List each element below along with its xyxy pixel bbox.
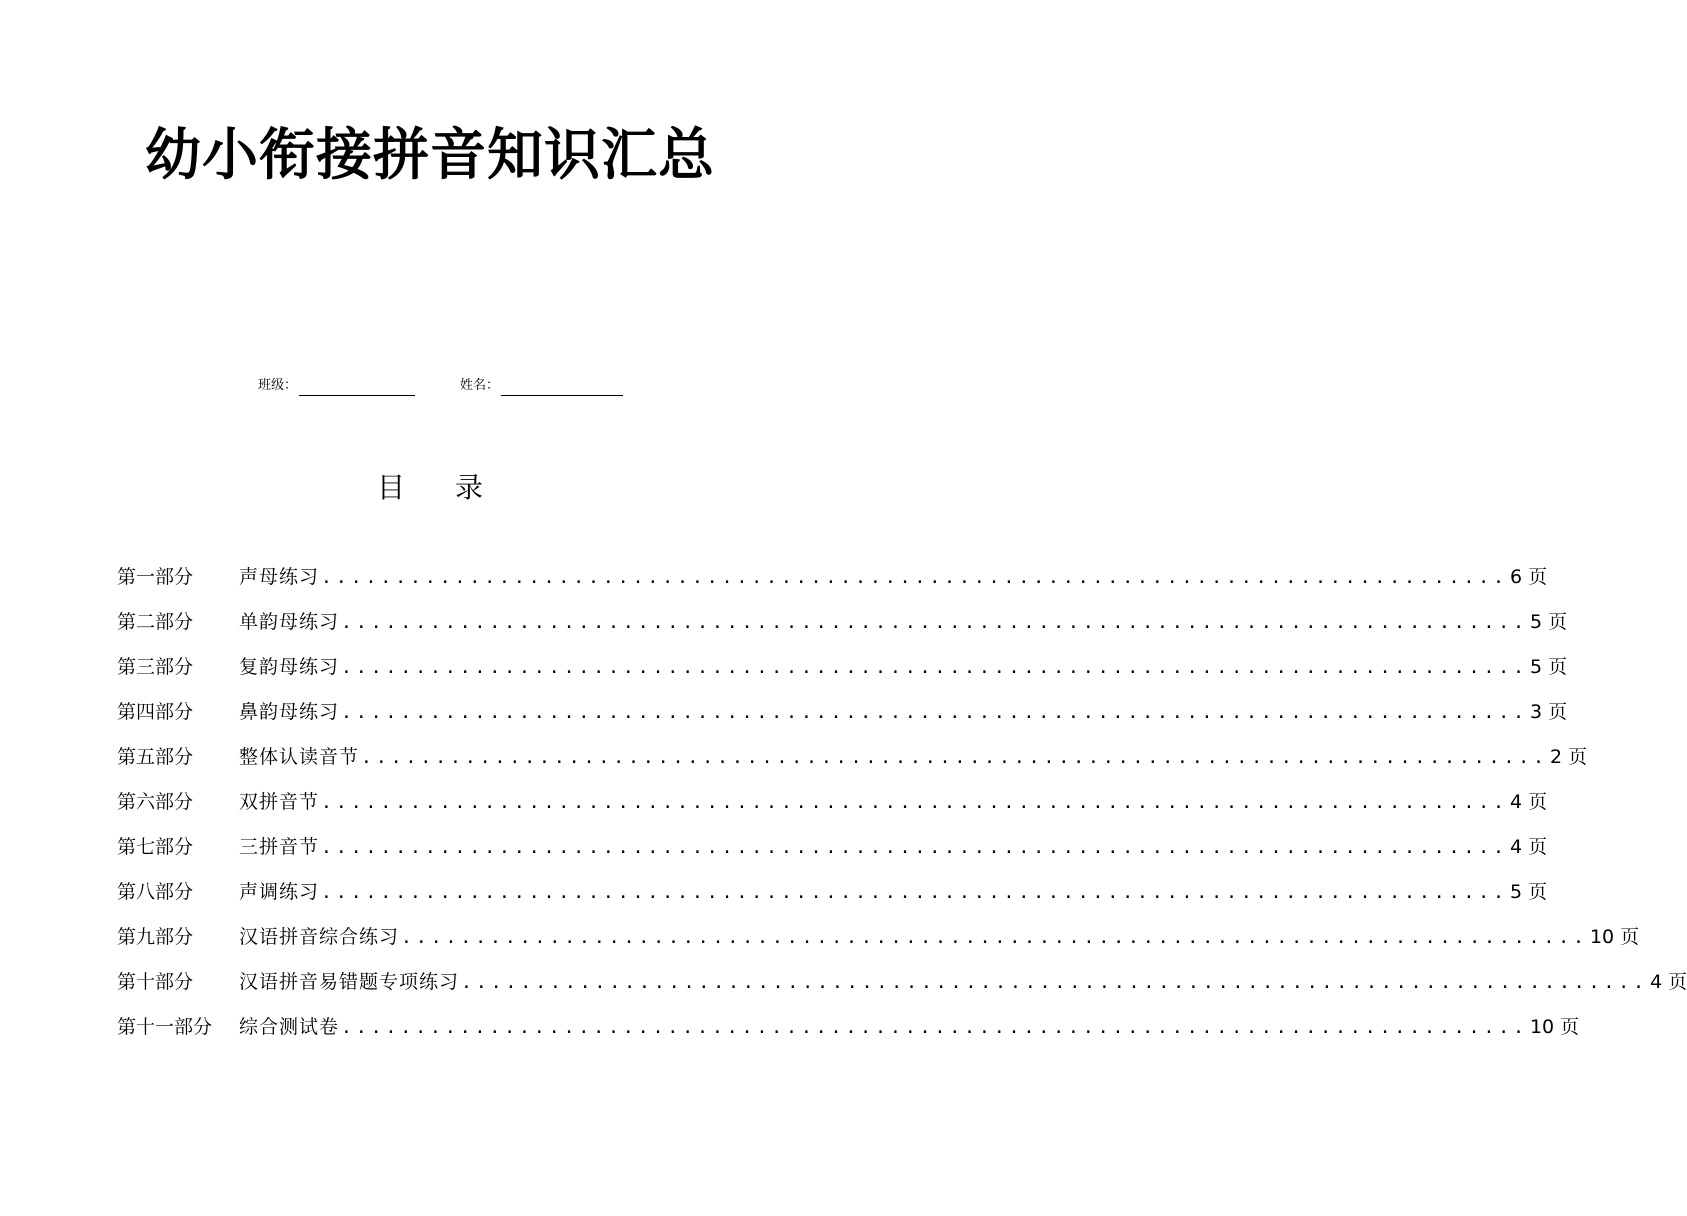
toc-row[interactable] <box>117 785 1548 830</box>
toc-page-number: 2 <box>1549 746 1563 768</box>
toc-heading-left: 目 <box>376 471 405 504</box>
class-blank-line[interactable] <box>299 381 415 396</box>
toc-page-unit: 页 <box>1568 746 1588 768</box>
toc-part: 第四部分 <box>117 701 194 723</box>
toc-leader-dots: ................................................................................ <box>341 657 1528 678</box>
class-label: 班级： <box>258 378 298 393</box>
toc-page-number: 5 <box>1529 656 1543 678</box>
toc-leader-dots: ................................................................................ <box>361 747 1548 768</box>
toc-page-number: 10 <box>1589 926 1615 948</box>
toc-topic: 声调练习 <box>239 881 320 903</box>
toc-topic: 鼻韵母练习 <box>239 701 340 723</box>
toc-leader-dots: ................................................................................ <box>401 927 1588 948</box>
toc-leader-dots: ................................................................................ <box>321 837 1508 858</box>
toc-heading <box>0 468 860 508</box>
toc-topic: 单韵母练习 <box>239 611 340 633</box>
toc-part: 第二部分 <box>117 611 194 633</box>
class-field <box>258 376 415 396</box>
toc-page-number: 6 <box>1509 566 1523 588</box>
toc-part: 第七部分 <box>117 836 194 858</box>
toc-part: 第三部分 <box>117 656 194 678</box>
toc-row[interactable] <box>117 965 1687 1010</box>
toc-part: 第五部分 <box>117 746 194 768</box>
toc-leader-dots: ................................................................................ <box>341 702 1528 723</box>
toc-heading-right: 录 <box>455 471 484 504</box>
toc-page-unit: 页 <box>1560 1016 1580 1038</box>
toc-leader-dots: ................................................................................ <box>341 1017 1528 1038</box>
toc-page-number: 4 <box>1509 836 1523 858</box>
toc-topic: 汉语拼音易错题专项练习 <box>239 971 460 993</box>
toc-leader-dots: ................................................................................ <box>321 567 1508 588</box>
toc-topic: 声母练习 <box>239 566 320 588</box>
toc-row[interactable] <box>117 830 1548 875</box>
page-title: 幼小衔接拼音知识汇总 <box>145 123 715 188</box>
toc-topic: 双拼音节 <box>239 791 320 813</box>
toc-row[interactable] <box>117 650 1568 695</box>
student-info-row <box>0 376 860 396</box>
toc-topic: 三拼音节 <box>239 836 320 858</box>
toc-part: 第一部分 <box>117 566 194 588</box>
toc-row[interactable] <box>117 560 1548 605</box>
toc-row[interactable] <box>117 920 1640 965</box>
toc-row[interactable] <box>117 1010 1580 1055</box>
toc-list <box>117 560 1687 1055</box>
toc-page-unit: 页 <box>1668 971 1687 993</box>
toc-leader-dots: ................................................................................ <box>461 972 1648 993</box>
toc-part: 第八部分 <box>117 881 194 903</box>
toc-page-unit: 页 <box>1528 836 1548 858</box>
toc-part: 第九部分 <box>117 926 194 948</box>
name-field <box>460 376 623 396</box>
toc-page-unit: 页 <box>1548 656 1568 678</box>
toc-topic: 整体认读音节 <box>239 746 360 768</box>
toc-page-unit: 页 <box>1548 701 1568 723</box>
toc-part: 第六部分 <box>117 791 194 813</box>
toc-page-unit: 页 <box>1548 611 1568 633</box>
toc-row[interactable] <box>117 875 1548 920</box>
toc-row[interactable] <box>117 695 1568 740</box>
toc-row[interactable] <box>117 605 1568 650</box>
toc-page-number: 4 <box>1649 971 1663 993</box>
toc-page-number: 4 <box>1509 791 1523 813</box>
toc-row[interactable] <box>117 740 1588 785</box>
toc-part: 第十一部分 <box>117 1016 213 1038</box>
toc-topic: 复韵母练习 <box>239 656 340 678</box>
toc-part: 第十部分 <box>117 971 194 993</box>
toc-page-number: 10 <box>1529 1016 1555 1038</box>
toc-page-unit: 页 <box>1528 881 1548 903</box>
name-label: 姓名： <box>460 378 500 393</box>
toc-leader-dots: ................................................................................ <box>321 792 1508 813</box>
toc-topic: 汉语拼音综合练习 <box>239 926 400 948</box>
toc-leader-dots: ................................................................................ <box>341 612 1528 633</box>
toc-topic: 综合测试卷 <box>239 1016 340 1038</box>
toc-leader-dots: ................................................................................ <box>321 882 1508 903</box>
name-blank-line[interactable] <box>501 381 623 396</box>
toc-page-number: 5 <box>1509 881 1523 903</box>
toc-page-unit: 页 <box>1528 566 1548 588</box>
toc-page-number: 5 <box>1529 611 1543 633</box>
toc-page-unit: 页 <box>1528 791 1548 813</box>
toc-page-unit: 页 <box>1620 926 1640 948</box>
toc-page-number: 3 <box>1529 701 1543 723</box>
